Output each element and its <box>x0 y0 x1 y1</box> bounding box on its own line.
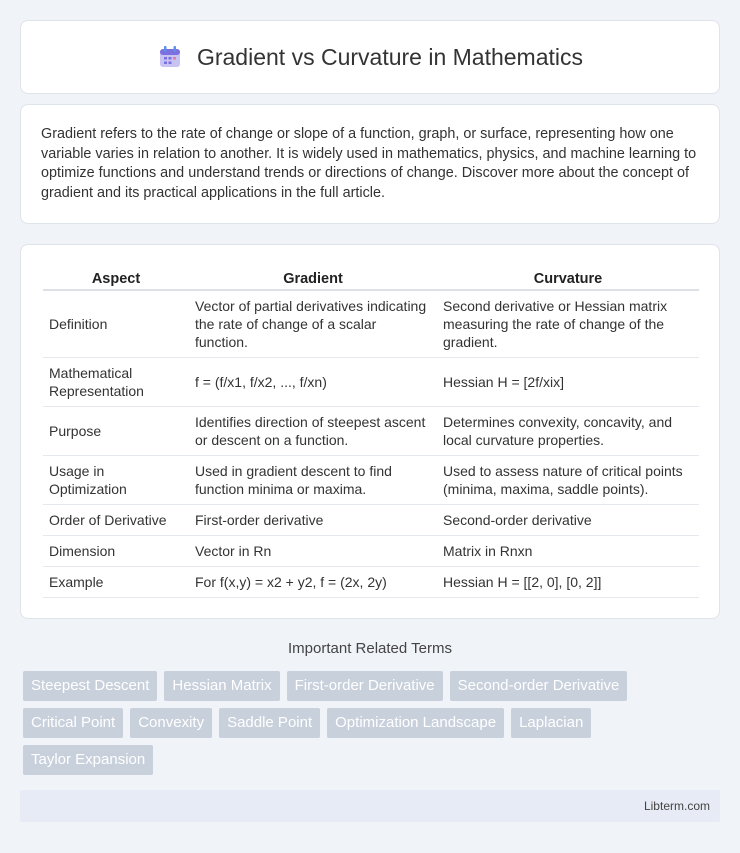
tag-taylor-expansion[interactable]: Taylor Expansion <box>23 745 153 775</box>
table-cell: Order of Derivative <box>43 505 189 536</box>
column-header-curvature: Curvature <box>437 265 699 291</box>
table-row <box>43 505 699 536</box>
table-cell: Determines convexity, concavity, and local curvature properties. <box>437 407 699 456</box>
table-row <box>43 567 699 598</box>
tag-first-order-derivative[interactable]: First-order Derivative <box>287 671 443 701</box>
table-row <box>43 358 699 407</box>
tag-laplacian[interactable]: Laplacian <box>511 708 591 738</box>
tag-saddle-point[interactable]: Saddle Point <box>219 708 320 738</box>
table-row <box>43 456 699 505</box>
table-cell: Usage in Optimization <box>43 456 189 505</box>
comparison-table <box>43 265 699 598</box>
tag-optimization-landscape[interactable]: Optimization Landscape <box>327 708 504 738</box>
tag-second-order-derivative[interactable]: Second-order Derivative <box>450 671 628 701</box>
table-cell: Vector of partial derivatives indicating the rate of change of a scalar function. <box>189 291 437 358</box>
tag-steepest-descent[interactable]: Steepest Descent <box>23 671 157 701</box>
footer-brand-link[interactable]: Libterm.com <box>643 799 710 813</box>
table-cell: Mathematical Representation <box>43 358 189 407</box>
table-cell: Identifies direction of steepest ascent or descent on a function. <box>189 407 437 456</box>
footer <box>20 790 720 822</box>
related-terms-title: Important Related Terms <box>288 640 452 657</box>
table-cell: Purpose <box>43 407 189 456</box>
table-cell: For f(x,y) = x2 + y2, f = (2x, 2y) <box>189 567 437 598</box>
tag-hessian-matrix[interactable]: Hessian Matrix <box>164 671 279 701</box>
table-row <box>43 291 699 358</box>
column-header-aspect: Aspect <box>43 265 189 291</box>
tag-convexity[interactable]: Convexity <box>130 708 212 738</box>
comparison-card <box>20 244 720 619</box>
table-cell: Dimension <box>43 536 189 567</box>
table-cell: Used in gradient descent to find function minima or maxima. <box>189 456 437 505</box>
table-cell: Vector in Rn <box>189 536 437 567</box>
table-cell: Hessian H = [2f/xix] <box>437 358 699 407</box>
column-header-gradient: Gradient <box>189 265 437 291</box>
table-cell: Matrix in Rnxn <box>437 536 699 567</box>
table-cell: Second derivative or Hessian matrix measuring the rate of change of the gradient. <box>437 291 699 358</box>
intro-text: Gradient refers to the rate of change or slope of a function, graph, or surface, representing how one variable varies in relation to another. It is widely used in mathematics, physics, and machine learning to optimize functions and understand trends or directions of change. Discover more about the concept of gradient and its practical applications in the full article. <box>41 126 697 201</box>
calendar-icon <box>157 44 183 70</box>
tag-critical-point[interactable]: Critical Point <box>23 708 123 738</box>
table-row <box>43 536 699 567</box>
header-card <box>20 20 720 94</box>
table-cell: Used to assess nature of critical points (minima, maxima, saddle points). <box>437 456 699 505</box>
related-terms-list <box>23 671 703 775</box>
table-cell: f = (f/x1, f/x2, ..., f/xn) <box>189 358 437 407</box>
table-cell: Definition <box>43 291 189 358</box>
table-cell: Hessian H = [[2, 0], [0, 2]] <box>437 567 699 598</box>
intro-card <box>20 104 720 224</box>
page-title: Gradient vs Curvature in Mathematics <box>196 43 584 70</box>
table-cell: Example <box>43 567 189 598</box>
table-row <box>43 407 699 456</box>
table-cell: First-order derivative <box>189 505 437 536</box>
table-header-row <box>43 265 699 291</box>
table-cell: Second-order derivative <box>437 505 699 536</box>
